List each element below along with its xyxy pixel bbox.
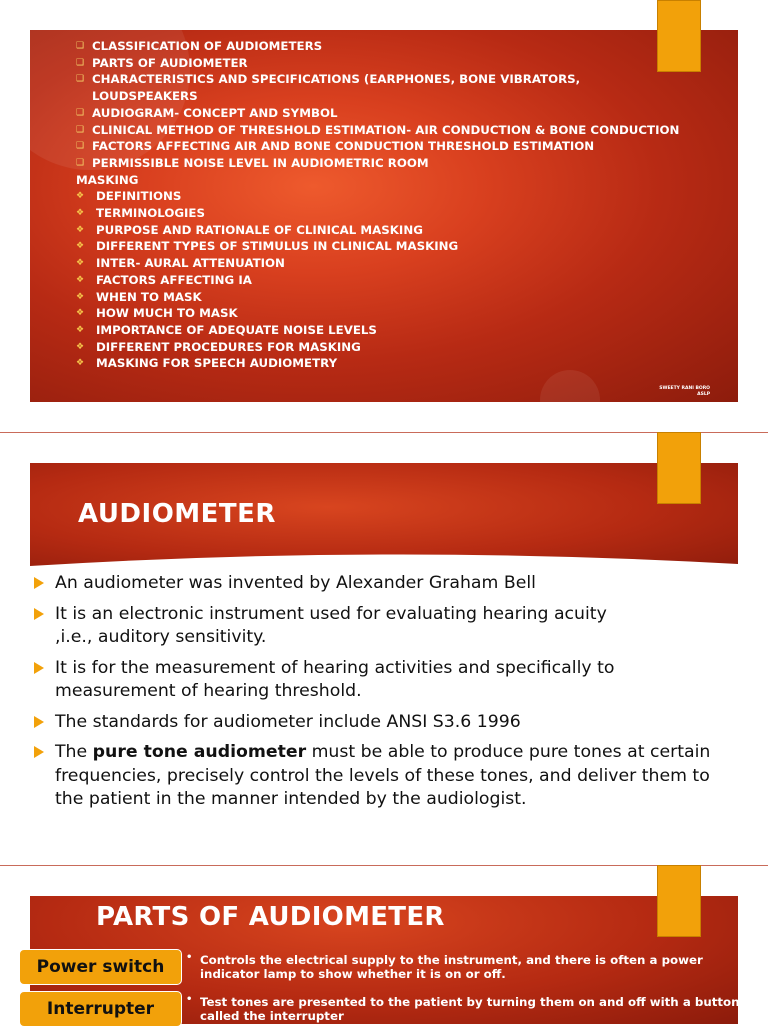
- diamond-bullet-icon: ❖: [76, 224, 85, 235]
- arrow-bullet-icon: [34, 577, 44, 589]
- square-bullet-icon: ❑: [76, 41, 85, 51]
- part-desc-power-switch: • Controls the electrical supply to the instrument, and there is often a power indicator lamp to show whether it is on or off.: [186, 952, 703, 981]
- slide-separator: [0, 865, 768, 866]
- diamond-bullet-icon: ❖: [76, 291, 85, 302]
- list-item: ❖ HOW MUCH TO MASK: [76, 306, 238, 321]
- part-label-interrupter: Interrupter: [19, 991, 182, 1027]
- masking-heading: MASKING: [76, 172, 139, 187]
- list-item: ❑ CLINICAL METHOD OF THRESHOLD ESTIMATION- AIR CONDUCTION & BONE CONDUCTION: [76, 122, 680, 137]
- list-item: ❖ FACTORS AFFECTING IA: [76, 272, 252, 287]
- list-item: ❑ FACTORS AFFECTING AIR AND BONE CONDUCTION THRESHOLD ESTIMATION: [76, 139, 595, 154]
- list-item: It is for the measurement of hearing activities and specifically to measurement of hearing threshold.: [34, 657, 734, 704]
- square-bullet-icon: ❑: [76, 157, 85, 168]
- diamond-bullet-icon: ❖: [76, 308, 85, 319]
- audiometer-bullets: [34, 572, 734, 819]
- list-item: ❖ DEFINITIONS: [76, 189, 182, 204]
- slide-topics: [30, 30, 738, 402]
- accent-tab: [657, 0, 701, 72]
- list-item: ❖ INTER- AURAL ATTENUATION: [76, 256, 285, 271]
- list-item: ❖ DIFFERENT PROCEDURES FOR MASKING: [76, 339, 361, 354]
- title-banner: [30, 463, 738, 573]
- slide-title: PARTS OF AUDIOMETER: [96, 902, 445, 932]
- list-item: ❖ MASKING FOR SPEECH AUDIOMETRY: [76, 356, 338, 371]
- author-note: SWEETY RANI BORO ASLP: [659, 386, 710, 397]
- bullet-dot-icon: •: [186, 952, 193, 963]
- list-item: ❖ IMPORTANCE OF ADEQUATE NOISE LEVELS: [76, 322, 377, 337]
- arrow-bullet-icon: [34, 662, 44, 674]
- list-item: ❑ PERMISSIBLE NOISE LEVEL IN AUDIOMETRIC ROOM: [76, 155, 429, 170]
- diamond-bullet-icon: ❖: [76, 358, 85, 369]
- diamond-bullet-icon: ❖: [76, 274, 85, 285]
- topic-list: [76, 38, 679, 372]
- part-label-power-switch: Power switch: [19, 949, 182, 985]
- accent-tab: [657, 432, 701, 504]
- bullet-dot-icon: •: [186, 994, 193, 1005]
- list-item: ❑ CLASSIFICATION OF AUDIOMETERS: [76, 39, 323, 53]
- list-item: ❑ AUDIOGRAM- CONCEPT AND SYMBOL: [76, 105, 338, 120]
- diamond-bullet-icon: ❖: [76, 341, 85, 352]
- slide-separator: [0, 432, 768, 433]
- list-item: The standards for audiometer include ANSI S3.6 1996: [34, 711, 734, 735]
- list-item: ❑ CHARACTERISTICS AND SPECIFICATIONS (EARPHONES, BONE VIBRATORS, LOUDSPEAKERS: [76, 72, 581, 104]
- banner-curve: [30, 550, 738, 574]
- decorative-bubble: [540, 370, 600, 430]
- accent-tab: [657, 865, 701, 937]
- diamond-bullet-icon: ❖: [76, 258, 85, 269]
- list-item: ❖ WHEN TO MASK: [76, 289, 202, 304]
- diamond-bullet-icon: ❖: [76, 208, 85, 219]
- part-desc-interrupter: • Test tones are presented to the patient by turning them on and off with a button called the interrupter: [186, 994, 740, 1023]
- square-bullet-icon: ❑: [76, 74, 85, 85]
- diamond-bullet-icon: ❖: [76, 191, 85, 202]
- arrow-bullet-icon: [34, 746, 44, 758]
- square-bullet-icon: ❑: [76, 141, 85, 152]
- slide-title: AUDIOMETER: [78, 499, 276, 529]
- list-item: ❖ PURPOSE AND RATIONALE OF CLINICAL MASKING: [76, 222, 423, 237]
- square-bullet-icon: ❑: [76, 107, 85, 118]
- diamond-bullet-icon: ❖: [76, 324, 85, 335]
- arrow-bullet-icon: [34, 608, 44, 620]
- square-bullet-icon: ❑: [76, 124, 85, 135]
- list-item: ❖ TERMINOLOGIES: [76, 206, 205, 221]
- list-item: An audiometer was invented by Alexander Graham Bell: [34, 572, 734, 596]
- list-item: It is an electronic instrument used for evaluating hearing acuity ,i.e., auditory sensitivity.: [34, 603, 635, 650]
- arrow-bullet-icon: [34, 716, 44, 728]
- list-item: ❑ PARTS OF AUDIOMETER: [76, 55, 248, 70]
- diamond-bullet-icon: ❖: [76, 241, 85, 252]
- list-item: ❖ DIFFERENT TYPES OF STIMULUS IN CLINICAL MASKING: [76, 239, 459, 254]
- list-item: The pure tone audiometer must be able to produce pure tones at certain frequencies, precisely control the levels of these tones, and deliver them to the patient in the manner intended by the audiologist.: [34, 741, 715, 812]
- square-bullet-icon: ❑: [76, 57, 85, 68]
